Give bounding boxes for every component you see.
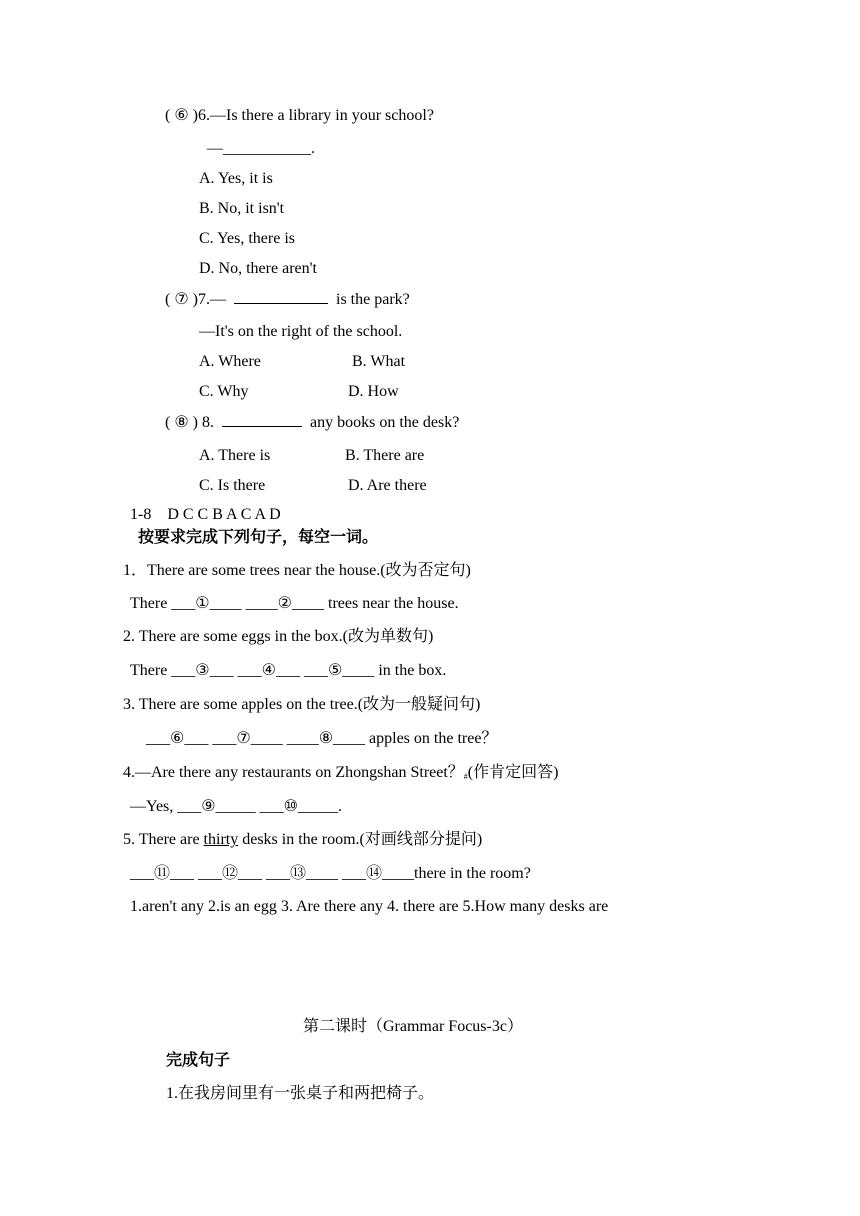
q6-question: ( ⑥ )6.—Is there a library in your school?	[165, 107, 434, 124]
q8-blank	[222, 412, 302, 427]
q7-option-a: A. Where	[199, 353, 261, 370]
s2-answer: There ___③___ ___④___ ___⑤____ in the box.	[130, 662, 447, 679]
mc-answer-key: 1-8 D C C B A C A D	[130, 506, 281, 523]
s4-prompt	[123, 763, 558, 787]
q6-option-a: A. Yes, it is	[199, 170, 273, 187]
s5-answer: ___⑪___ ___⑫___ ___⑬____ ___⑭____there in the room?	[130, 865, 531, 882]
s4-prompt-mark: #	[463, 772, 468, 781]
q8-option-a: A. There is	[199, 447, 271, 464]
s4-prompt-note: (作肯定回答)	[467, 764, 559, 781]
q7-question	[165, 289, 410, 310]
s5-prompt	[123, 830, 482, 850]
s4-answer: —Yes, ___⑨_____ ___⑩_____.	[130, 798, 342, 815]
s2-prompt: 2. There are some eggs in the box.(改为单数句)	[123, 628, 434, 645]
q6-option-b: B. No, it isn't	[199, 200, 285, 217]
q8-option-b: B. There are	[345, 447, 425, 464]
q7-response: —It's on the right of the school.	[199, 323, 403, 340]
s5-underlined-word: thirty	[203, 831, 239, 848]
q7-prefix: ( ⑦ )7.—	[165, 291, 226, 308]
q8-option-c: C. Is there	[199, 477, 266, 494]
q6-option-d: D. No, there aren't	[199, 260, 317, 277]
q8-option-d: D. Are there	[348, 477, 427, 494]
q8-suffix: any books on the desk?	[310, 414, 460, 431]
q7-option-d: D. How	[348, 383, 399, 400]
s1-prompt-text: 1．There are some trees near the house.(改为否定句)	[123, 562, 471, 579]
q6-option-c: C. Yes, there is	[199, 230, 296, 247]
s5-prompt-end: desks in the room.(对画线部分提问)	[238, 831, 483, 848]
q7-option-c: C. Why	[199, 383, 249, 400]
lesson2-item-1: 1.在我房间里有一张桌子和两把椅子。	[166, 1085, 435, 1102]
lesson2-title: 第二课时（Grammar Focus-3c）	[303, 1018, 523, 1035]
q8-prefix: ( ⑧ ) 8.	[165, 414, 214, 431]
lesson2-section-heading: 完成句子	[166, 1050, 231, 1069]
s1-prompt	[123, 561, 471, 581]
fill-answer-key: 1.aren't any 2.is an egg 3. Are there any 4. there are 5.How many desks are	[130, 898, 609, 915]
s3-prompt: 3. There are some apples on the tree.(改为一般疑问句)	[123, 696, 481, 713]
q8-question	[165, 412, 459, 433]
q7-blank	[234, 289, 328, 304]
fill-heading: 按要求完成下列句子，每空一词。	[138, 527, 379, 546]
s1-answer: There ___①____ ____②____ trees near the house.	[130, 595, 459, 612]
s4-prompt-text: 4.—Are there any restaurants on Zhongshan Street？	[123, 764, 464, 781]
q7-suffix: is the park?	[336, 291, 410, 308]
q7-option-b: B. What	[352, 353, 406, 370]
q6-answer-line: —___________.	[207, 140, 315, 157]
s3-answer: ___⑥___ ___⑦____ ____⑧____ apples on the tree？	[146, 730, 498, 747]
s5-prompt-start: 5. There are	[123, 831, 204, 848]
